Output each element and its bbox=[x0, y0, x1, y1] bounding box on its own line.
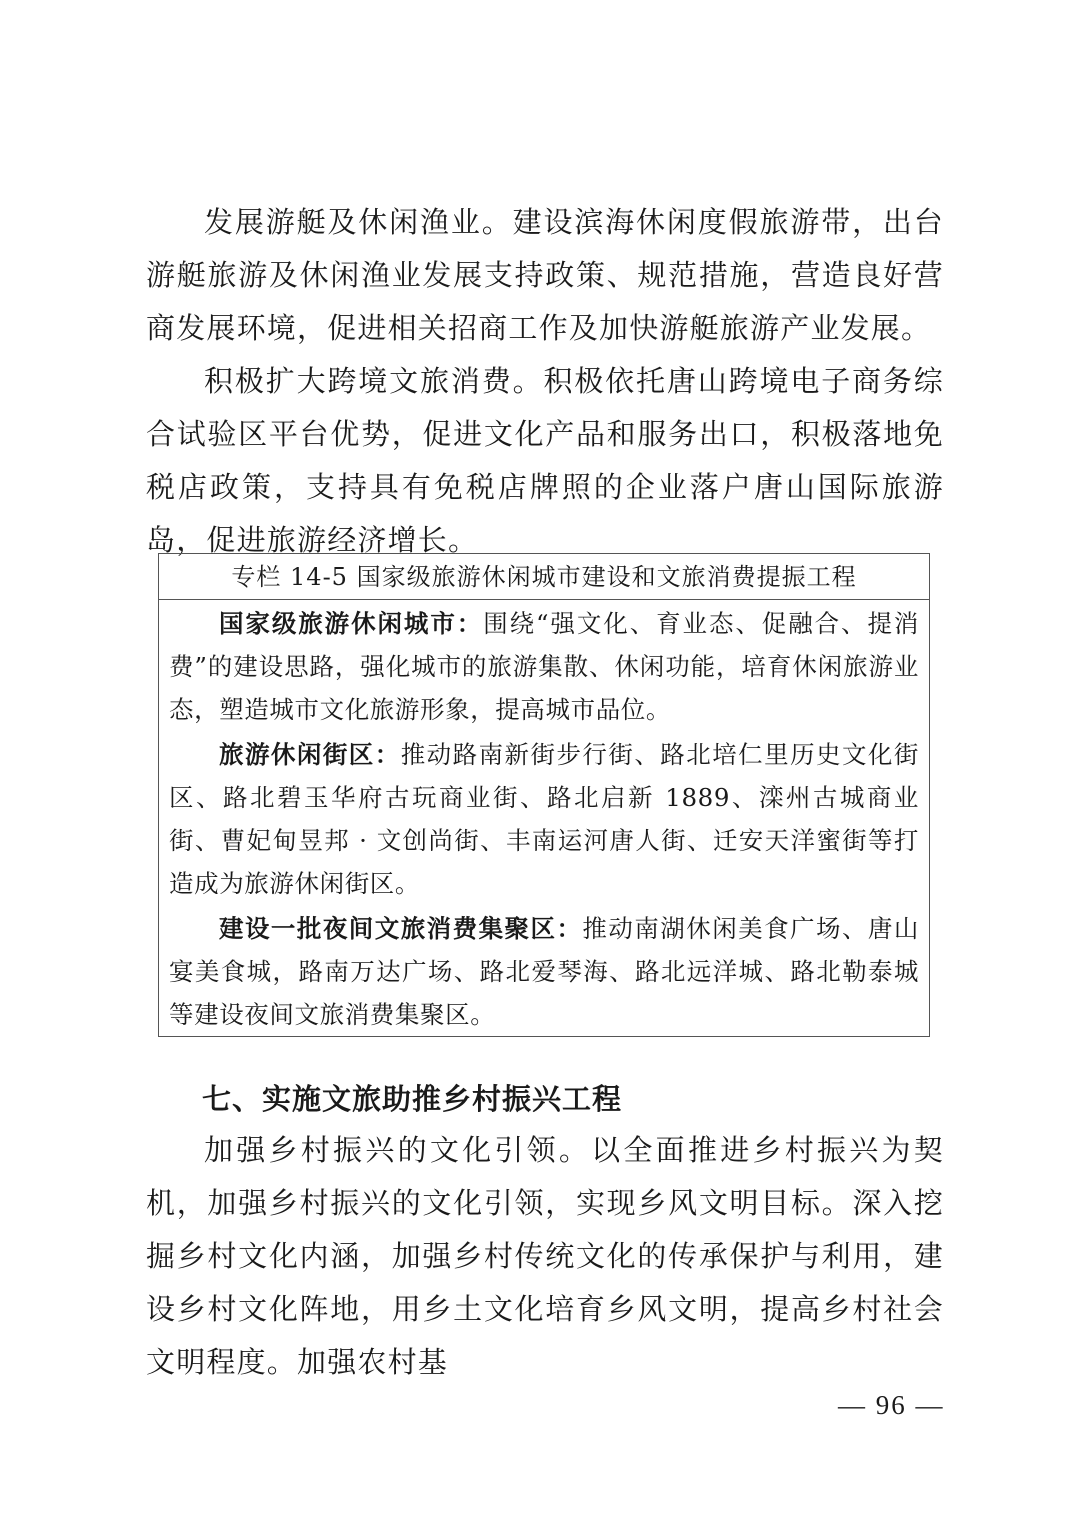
box-item-national-leisure-city bbox=[169, 602, 919, 731]
box-item-text: 推动路南新街步行街、路北培仁里历史文化街区、路北碧玉华府古玩商业街、路北启新 1889、滦州古城商业街、曹妃甸昱邦 · 文创尚街、丰南运河唐人街、迁安天洋蜜街等打造成为旅游休闲街区。 bbox=[169, 740, 919, 898]
box-item-label: 旅游休闲街区： bbox=[219, 740, 401, 769]
section-heading: 七、实施文旅助推乡村振兴工程 bbox=[202, 1082, 623, 1116]
box-item-text: 围绕“强文化、育业态、促融合、提消费”的建设思路，强化城市的旅游集散、休闲功能，培育休闲旅游业态，塑造城市文化旅游形象，提高城市品位。 bbox=[169, 609, 919, 724]
paragraph-rural-revitalization: 加强乡村振兴的文化引领。以全面推进乡村振兴为契机，加强乡村振兴的文化引领，实现乡风文明目标。深入挖掘乡村文化内涵，加强乡村传统文化的传承保护与利用，建设乡村文化阵地，用乡土文化培育乡风文明，提高乡村社会文明程度。加强农村基 bbox=[146, 1133, 944, 1379]
column-box-body bbox=[159, 600, 929, 1036]
paragraph-yacht-tourism: 发展游艇及休闲渔业。建设滨海休闲度假旅游带，出台游艇旅游及休闲渔业发展支持政策、规范措施，营造良好营商发展环境，促进相关招商工作及加快游艇旅游产业发展。 bbox=[146, 205, 944, 345]
paragraph-crossborder-consumption: 积极扩大跨境文旅消费。积极依托唐山跨境电子商务综合试验区平台优势，促进文化产品和服务出口，积极落地免税店政策，支持具有免税店牌照的企业落户唐山国际旅游岛，促进旅游经济增长。 bbox=[146, 364, 944, 557]
box-item-label: 国家级旅游休闲城市： bbox=[219, 609, 484, 638]
box-item-label: 建设一批夜间文旅消费集聚区： bbox=[219, 914, 583, 943]
box-item-text: 推动南湖休闲美食广场、唐山宴美食城，路南万达广场、路北爱琴海、路北远洋城、路北勒泰城等建设夜间文旅消费集聚区。 bbox=[169, 914, 919, 1029]
column-box-title: 专栏 14-5 国家级旅游休闲城市建设和文旅消费提振工程 bbox=[159, 554, 929, 600]
page-number: — 96 — bbox=[838, 1390, 945, 1420]
box-item-night-consumption bbox=[169, 907, 919, 1036]
box-item-leisure-streets bbox=[169, 733, 919, 905]
column-box bbox=[158, 553, 930, 1037]
